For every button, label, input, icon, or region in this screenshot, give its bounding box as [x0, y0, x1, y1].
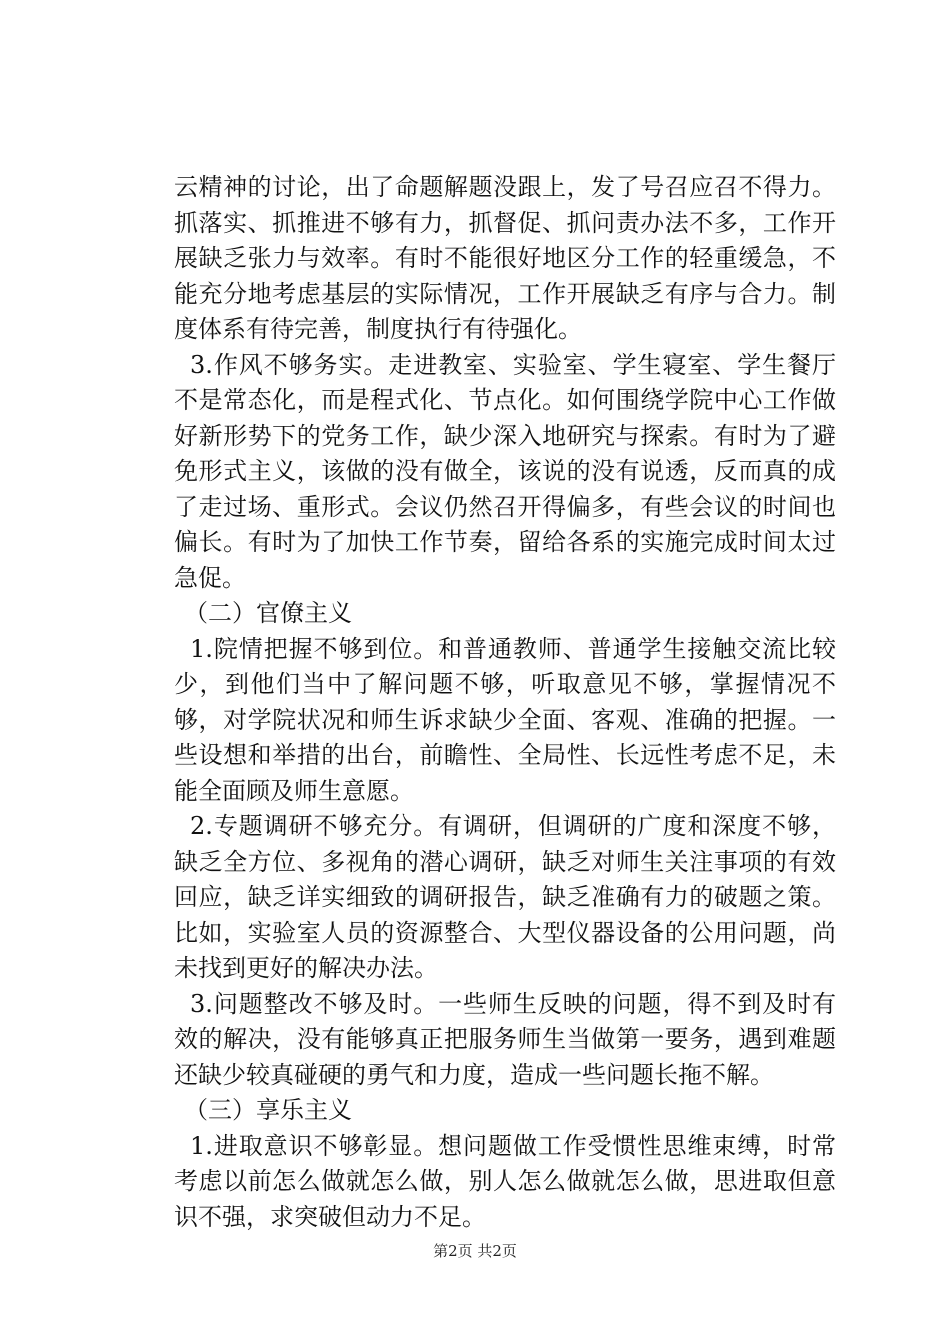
page-footer: 第2页 共2页 [433, 1242, 517, 1260]
section-heading-hedonism: （三）享乐主义 [184, 1096, 352, 1124]
paragraph-item-college-situation: 1.院情把握不够到位。和普通教师、普通学生接触交流比较少，到他们当中了解问题不够，听取意见不够，掌握情况不够，对学院状况和师生诉求缺少全面、客观、准确的把握。一些设想和举措的出台，前瞻性、全局性、长远性考虑不足，未能全面顾及师生意愿。 [174, 634, 836, 805]
paragraph-continuation: 云精神的讨论，出了命题解题没跟上，发了号召应召不得力。抓落实、抓推进不够有力，抓督促、抓问责办法不多，工作开展缺乏张力与效率。有时不能很好地区分工作的轻重缓急，不能充分地考虑基层的实际情况，工作开展缺乏有序与合力。制度体系有待完善，制度执行有待强化。 [174, 173, 836, 343]
document-body [174, 170, 836, 1235]
paragraph-item-work-style: 3.作风不够务实。走进教室、实验室、学生寝室、学生餐厅不是常态化，而是程式化、节点化。如何围绕学院中心工作做好新形势下的党务工作，缺少深入地研究与探索。有时为了避免形式主义，该做的没有做全，该说的没有说透，反而真的成了走过场、重形式。会议仍然召开得偏多，有些会议的时间也偏长。有时为了加快工作节奏，留给各系的实施完成时间太过急促。 [174, 350, 836, 592]
paragraph-item-research: 2.专题调研不够充分。有调研，但调研的广度和深度不够，缺乏全方位、多视角的潜心调研，缺乏对师生关注事项的有效回应，缺乏详实细致的调研报告，缺乏准确有力的破题之策。比如，实验室人员的资源整合、大型仪器设备的公用问题，尚未找到更好的解决办法。 [174, 812, 836, 982]
paragraph-item-rectification: 3.问题整改不够及时。一些师生反映的问题，得不到及时有效的解决，没有能够真正把服务师生当做第一要务，遇到难题还缺少较真碰硬的勇气和力度，造成一些问题长拖不解。 [174, 989, 836, 1089]
section-heading-bureaucratism: （二）官僚主义 [184, 599, 352, 627]
paragraph-item-enterprise: 1.进取意识不够彰显。想问题做工作受惯性思维束缚，时常考虑以前怎么做就怎么做，别人怎么做就怎么做，思进取但意识不强，求突破但动力不足。 [174, 1131, 836, 1231]
